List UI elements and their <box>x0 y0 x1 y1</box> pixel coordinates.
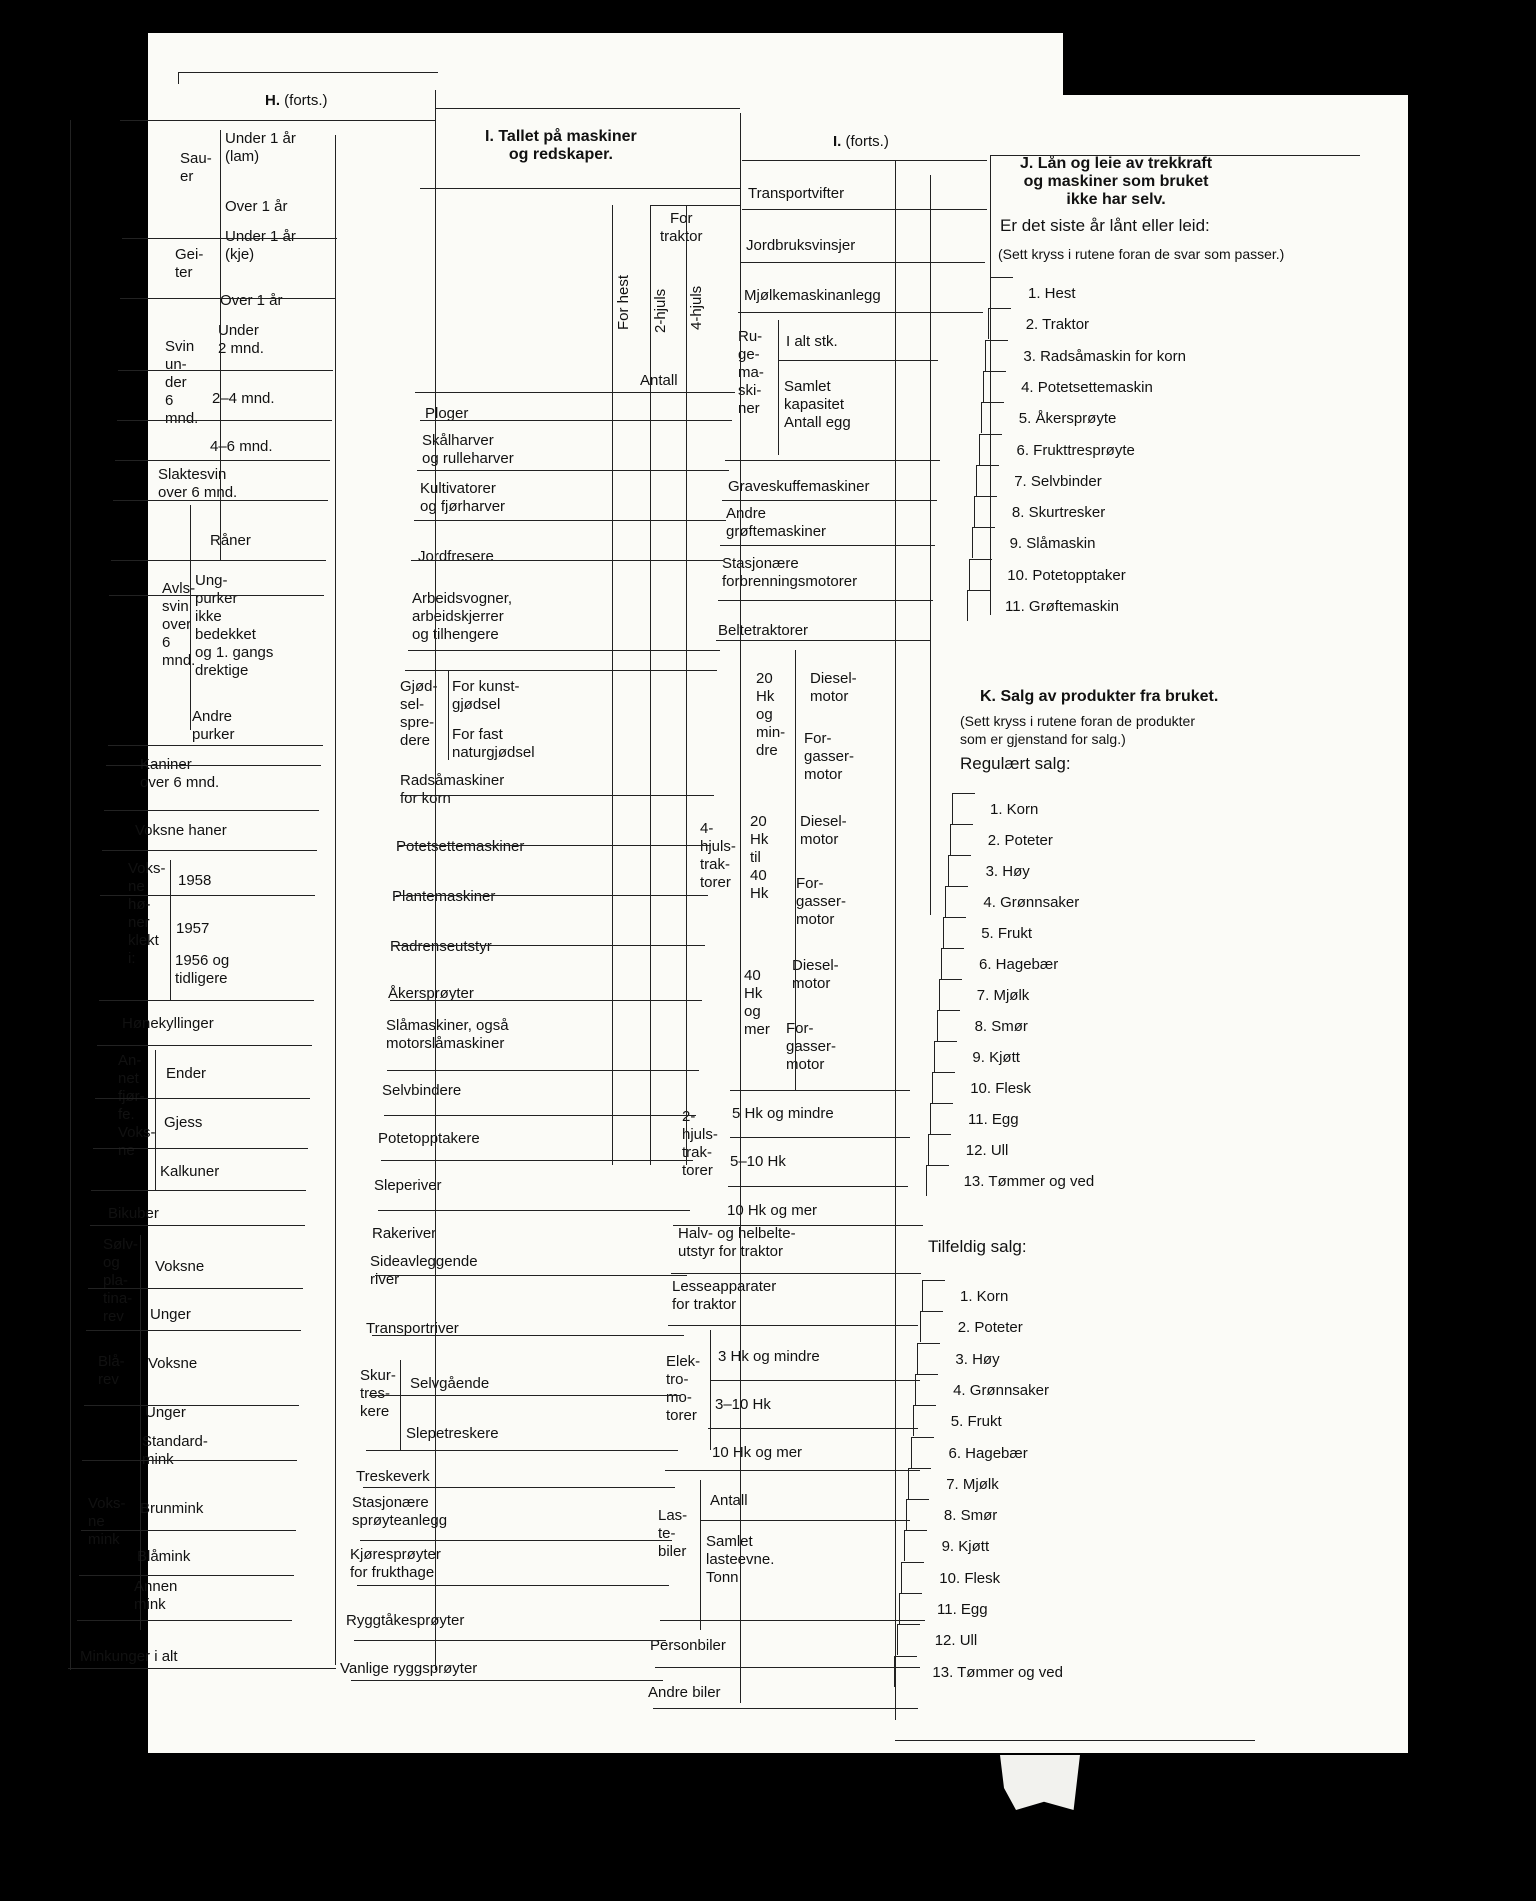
i2-elektro: Elek- tro- mo- torer <box>666 1353 701 1424</box>
k-note: (Sett kryss i rutene foran de produkter som er gjenstand for salg.) <box>960 713 1195 747</box>
h-blamink: Blåmink <box>137 1548 191 1565</box>
rule <box>335 135 336 1665</box>
i2-mjolkemaskin: Mjølkemaskinanlegg <box>744 287 881 304</box>
rule <box>990 155 1360 156</box>
j-checkbox[interactable] <box>981 402 1004 433</box>
k-random-checkbox[interactable] <box>922 1280 945 1311</box>
i2-antall: Antall <box>710 1492 748 1509</box>
rule <box>140 1235 141 1630</box>
i-title: I. Tallet på maskiner og redskaper. <box>485 128 637 163</box>
k-regular-item: 13. Tømmer og ved <box>963 1173 1095 1190</box>
rule <box>109 595 324 596</box>
rule <box>170 860 171 1000</box>
k-random-item: 5. Frukt <box>950 1413 1002 1431</box>
k-regular-item: 2. Poteter <box>987 832 1053 849</box>
rule <box>895 1740 1255 1741</box>
rule <box>68 1668 336 1669</box>
k-regular-checkbox[interactable] <box>934 1041 957 1072</box>
h-solvrev: Sølv- og pla- tina- rev <box>103 1236 138 1325</box>
h-title: H. (forts.) <box>265 92 328 109</box>
rule <box>742 160 987 161</box>
i2-diesel-b: Diesel- motor <box>800 813 847 848</box>
rule <box>740 262 985 263</box>
k-random-item: 4. Grønnsaker <box>953 1381 1049 1399</box>
h-svin: Svin un- der 6 mnd. <box>165 338 199 427</box>
rule <box>115 460 330 461</box>
i-row-label: Ploger <box>425 405 469 422</box>
i2-2hjuls: 2- hjuls- trak- torer <box>682 1108 718 1179</box>
h-svin-b: 2–4 mnd. <box>212 390 275 407</box>
j-title: J. Lån og leie av trekkraft og maskiner som bruket ikke har selv. <box>1020 155 1213 208</box>
h-sau: Sau- er <box>180 150 212 185</box>
k-random: Tilfeldig salg: <box>928 1237 1027 1256</box>
i-row-label: Selvbindere <box>382 1082 462 1099</box>
k-regular-item: 1. Korn <box>990 801 1039 818</box>
rule <box>70 120 71 1670</box>
rule <box>710 1330 711 1450</box>
i-4-hjuls: 4-hjuls <box>688 285 705 330</box>
h-annet-fjorfe: An- net fjør- fe. Voks- ne <box>118 1052 156 1159</box>
rule <box>708 1428 918 1429</box>
i2-hk3-10: 3–10 Hk <box>715 1396 771 1413</box>
i2-lesse: Lesseapparater for traktor <box>672 1278 777 1313</box>
rule <box>420 420 732 421</box>
rule <box>396 895 708 896</box>
rule <box>435 90 436 1670</box>
rule <box>220 130 221 560</box>
k-regular-checkbox[interactable] <box>948 855 971 886</box>
k-regular-item: 4. Grønnsaker <box>983 894 1080 911</box>
rule <box>725 460 940 461</box>
k-random-checkbox[interactable] <box>894 1656 917 1687</box>
k-regular-checkbox[interactable] <box>950 824 973 855</box>
k-random-item: 12. Ull <box>934 1632 978 1650</box>
h-geit: Gei- ter <box>175 246 204 281</box>
k-regular-checkbox[interactable] <box>930 1103 953 1134</box>
j-item: 11. Grøftemaskin <box>1005 598 1119 615</box>
k-regular: Regulært salg: <box>960 754 1071 773</box>
i-row-label: Radrenseutstyr <box>390 938 492 955</box>
i-row-label: Vanlige ryggsprøyter <box>340 1660 478 1677</box>
rule <box>728 1186 908 1187</box>
rule <box>81 1530 296 1531</box>
rule <box>357 1585 669 1586</box>
h-ender: Ender <box>166 1065 207 1082</box>
rule <box>190 505 191 730</box>
rule <box>369 1395 681 1396</box>
j-item: 1. Hest <box>1028 285 1076 302</box>
rule <box>360 1540 672 1541</box>
rule <box>650 205 740 206</box>
i-for-hest: For hest <box>615 274 632 330</box>
i2-gasser-a: For- gasser- motor <box>804 730 855 783</box>
i2-lastebiler: Las- te- biler <box>658 1507 688 1560</box>
j-item: 3. Radsåmaskin for korn <box>1023 347 1186 365</box>
rule <box>155 1050 156 1190</box>
i2-personbiler: Personbiler <box>650 1637 726 1654</box>
rule <box>354 1640 666 1641</box>
i2-diesel-a: Diesel- motor <box>810 670 857 705</box>
rule <box>77 1620 292 1621</box>
i2-i-alt: I alt stk. <box>786 333 838 350</box>
h-solv-unger: Unger <box>150 1306 191 1323</box>
k-regular-checkbox[interactable] <box>937 1010 960 1041</box>
rule <box>90 1225 305 1226</box>
rule <box>673 1225 923 1226</box>
rule <box>722 500 937 501</box>
k-random-item: 8. Smør <box>943 1507 998 1525</box>
k-random-item: 6. Hagebær <box>948 1444 1028 1462</box>
h-bikuber: Bikuber <box>108 1205 159 1222</box>
i2-hk10b: 10 Hk og mer <box>712 1444 803 1461</box>
k-random-checkbox[interactable] <box>911 1437 934 1468</box>
i-skurtreskere: Skur- tres- kere <box>360 1367 396 1420</box>
paper-tab <box>1000 1755 1080 1810</box>
h-hoener: Voks- ne hø- ner klekt i: <box>128 860 166 967</box>
rule <box>384 1115 696 1116</box>
k-random-item: 13. Tømmer og ved <box>932 1663 1063 1681</box>
k-regular-checkbox[interactable] <box>952 793 975 824</box>
rule <box>86 1330 301 1331</box>
rule <box>120 120 435 121</box>
k-regular-item: 3. Høy <box>985 863 1030 880</box>
i-row-label: Jordfresere <box>418 548 494 565</box>
i2-rugemaskiner: Ru- ge- ma- ski- ner <box>738 328 764 417</box>
rule <box>660 1620 925 1621</box>
rule <box>381 1160 693 1161</box>
k-regular-checkbox[interactable] <box>928 1134 951 1165</box>
i-row-label: Rakeriver <box>372 1225 437 1242</box>
i-slepetreskere: Slepetreskere <box>406 1425 499 1442</box>
rule <box>710 1380 920 1381</box>
rule <box>612 205 613 1165</box>
rule <box>120 298 335 299</box>
i-row-label: Treskeverk <box>356 1468 430 1485</box>
k-random-item: 7. Mjølk <box>946 1475 999 1493</box>
rule <box>795 650 796 1090</box>
i2-hk5-10: 5–10 Hk <box>730 1153 786 1170</box>
k-random-checkbox[interactable] <box>915 1374 938 1405</box>
rule <box>738 312 983 313</box>
h-kalkuner: Kalkuner <box>160 1163 220 1180</box>
i-row-label: Stasjonære sprøyteanlegg <box>352 1494 448 1529</box>
h-bla-voksne: Voksne <box>148 1355 198 1372</box>
i2-hk20-40: 20 Hk til 40 Hk <box>750 813 769 902</box>
rule <box>700 1480 701 1630</box>
i2-transportvifter: Transportvifter <box>748 185 845 202</box>
rule <box>778 360 938 361</box>
rule <box>420 188 740 189</box>
rule <box>93 1148 308 1149</box>
i-row-label: Radsåmaskiner for korn <box>400 772 505 807</box>
i-gjodsel: Gjød- sel- spre- dere <box>400 678 438 749</box>
i2-gasser-c: For- gasser- motor <box>786 1020 837 1073</box>
j-checkbox[interactable] <box>976 465 999 496</box>
i-row-label: Slåmaskiner, også motorslåmaskiner <box>386 1017 509 1052</box>
k-random-checkbox[interactable] <box>897 1624 920 1655</box>
rule <box>351 1680 663 1681</box>
j-note: (Sett kryss i rutene foran de svar som passer.) <box>998 246 1285 262</box>
i-row-label: Ryggtåkesprøyter <box>346 1612 465 1629</box>
j-checkbox[interactable] <box>967 590 990 621</box>
rule <box>990 155 991 615</box>
h-1956: 1956 og tidligere <box>175 952 230 987</box>
j-checkbox[interactable] <box>972 527 995 558</box>
h-blarev: Blå- rev <box>98 1353 125 1388</box>
h-1958: 1958 <box>178 872 212 889</box>
h-sau-under: Under 1 år (lam) <box>225 130 296 165</box>
h-ungpurker: Ung- purker ikke bedekket og 1. gangs drektige <box>195 572 274 679</box>
rule <box>400 1360 401 1450</box>
rule <box>435 108 740 109</box>
h-slaktesvin: Slaktesvin over 6 mnd. <box>158 466 238 501</box>
k-regular-checkbox[interactable] <box>943 917 966 948</box>
i-2-hjuls: 2-hjuls <box>652 288 669 333</box>
k-random-item: 11. Egg <box>937 1601 988 1618</box>
rule <box>716 640 931 641</box>
i-antall: Antall <box>640 372 678 389</box>
j-checkbox[interactable] <box>985 340 1008 371</box>
rule <box>405 670 717 671</box>
k-random-item: 3. Høy <box>955 1350 1000 1368</box>
rule <box>720 545 935 546</box>
k-regular-item: 10. Flesk <box>970 1080 1032 1097</box>
k-regular-checkbox[interactable] <box>941 948 964 979</box>
j-item: 8. Skurtresker <box>1011 504 1106 522</box>
i2-hk5: 5 Hk og mindre <box>732 1105 834 1122</box>
rule <box>99 1000 314 1001</box>
rule <box>104 810 319 811</box>
i2-diesel-c: Diesel- motor <box>792 957 839 992</box>
i-row-label: Potetopptakere <box>378 1130 480 1147</box>
i2-stasjonaere: Stasjonære forbrenningsmotorer <box>722 555 858 590</box>
i-row-label: Kultivatorer og fjørharver <box>420 480 506 515</box>
rule <box>118 370 333 371</box>
k-random-checkbox[interactable] <box>908 1468 931 1499</box>
rule <box>79 1575 294 1576</box>
i2-hk10: 10 Hk og mer <box>727 1202 818 1219</box>
rule <box>399 845 711 846</box>
i2-halvbelte: Halv- og helbelte- utstyr for traktor <box>678 1225 796 1260</box>
i2-jordbruksvinsjer: Jordbruksvinsjer <box>746 237 856 254</box>
k-regular-item: 7. Mjølk <box>976 987 1030 1004</box>
rule <box>700 1520 910 1521</box>
i-row-label: Åkersprøyter <box>388 985 474 1002</box>
i-for-traktor: For traktor <box>660 210 703 245</box>
k-regular-checkbox[interactable] <box>939 979 962 1010</box>
i-row-label: Sideavleggende river <box>370 1253 478 1288</box>
j-checkbox[interactable] <box>983 371 1006 402</box>
i-gjodsel-kunst: For kunst- gjødsel <box>452 678 520 713</box>
rule <box>415 392 735 393</box>
j-item: 4. Potetsettemaskin <box>1021 378 1153 396</box>
rule <box>387 1070 699 1071</box>
rule <box>718 600 933 601</box>
i-selvgaaende: Selvgående <box>410 1375 490 1392</box>
k-random-item: 1. Korn <box>960 1288 1009 1305</box>
k-regular-item: 6. Hagebær <box>979 956 1059 973</box>
j-item: 5. Åkersprøyte <box>1018 410 1117 428</box>
j-checkbox[interactable] <box>974 496 997 527</box>
rule <box>111 560 326 561</box>
rule <box>408 650 720 651</box>
rule <box>730 1137 910 1138</box>
k-random-item: 9. Kjøtt <box>941 1538 990 1556</box>
rule <box>372 1335 684 1336</box>
j-item: 9. Slåmaskin <box>1009 535 1096 553</box>
h-brunmink: Brunmink <box>140 1500 204 1517</box>
rule <box>122 238 337 239</box>
rule <box>178 72 179 84</box>
h-gjess: Gjess <box>164 1114 203 1131</box>
rule <box>650 205 651 1165</box>
rule <box>375 1275 687 1276</box>
i2-andre-groft: Andre grøftemaskiner <box>726 505 827 540</box>
rule <box>740 1075 741 1225</box>
k-random-item: 10. Flesk <box>939 1569 1001 1587</box>
rule <box>411 560 723 561</box>
rule <box>668 1325 918 1326</box>
h-geit-under: Under 1 år (kje) <box>225 228 296 263</box>
h-avlssvin: Avls- svin over 6 mnd. <box>162 580 196 669</box>
h-annen-mink: Annen mink <box>134 1578 178 1613</box>
h-solv-voksne: Voksne <box>155 1258 205 1275</box>
h-voksne-mink: Voks- ne mink <box>88 1495 126 1548</box>
h-honekyllinger: Hønekyllinger <box>122 1015 214 1032</box>
rule <box>91 1190 306 1191</box>
i2-title: I. (forts.) <box>833 133 889 150</box>
i2-hk40: 40 Hk og mer <box>744 967 770 1038</box>
i2-4hjuls: 4- hjuls- trak- torer <box>700 820 736 891</box>
rule <box>742 209 987 210</box>
rule <box>390 1000 702 1001</box>
rule <box>84 1405 299 1406</box>
rule <box>414 520 726 521</box>
i-row-label: Kjøresprøyter for frukthage <box>350 1546 441 1581</box>
k-regular-item: 11. Egg <box>968 1111 1019 1128</box>
k-title: K. Salg av produkter fra bruket. <box>980 688 1219 705</box>
k-random-checkbox[interactable] <box>920 1311 943 1342</box>
rule <box>108 745 323 746</box>
rule <box>671 1273 921 1274</box>
i2-andre-biler: Andre biler <box>648 1684 721 1701</box>
rule <box>448 670 449 760</box>
k-random-checkbox[interactable] <box>901 1562 924 1593</box>
k-regular-item: 5. Frukt <box>981 925 1033 942</box>
rule <box>95 1098 310 1099</box>
rule <box>378 1210 690 1211</box>
rule <box>178 72 438 73</box>
h-sau-over: Over 1 år <box>225 198 288 215</box>
i-row-label: Potetsettemaskiner <box>396 838 525 855</box>
i-row-label: Plantemaskiner <box>392 888 496 905</box>
h-geit-over: Over 1 år <box>220 292 283 309</box>
j-item: 2. Traktor <box>1025 316 1090 334</box>
rule <box>730 1090 910 1091</box>
j-question: Er det siste år lånt eller leid: <box>1000 216 1210 235</box>
k-regular-checkbox[interactable] <box>945 886 968 917</box>
rule <box>100 895 315 896</box>
j-checkbox[interactable] <box>990 277 1013 308</box>
k-regular-item: 12. Ull <box>965 1142 1009 1159</box>
rule <box>366 1450 678 1451</box>
rule <box>778 320 779 455</box>
rule <box>653 1708 918 1709</box>
h-voksne-haner: Voksne haner <box>135 822 227 839</box>
i2-gasser-b: For- gasser- motor <box>796 875 847 928</box>
rule <box>393 945 705 946</box>
i-row-label: Arbeidsvogner, arbeidskjerrer og tilhengere <box>412 590 513 643</box>
rule <box>686 205 687 1165</box>
h-minkunger: Minkunger i alt <box>80 1648 178 1665</box>
rule <box>106 765 321 766</box>
i2-samlet-kap: Samlet kapasitet Antall egg <box>784 378 851 431</box>
i2-samlet-last: Samlet lasteevne. Tonn <box>706 1533 775 1586</box>
i-row-label: Skålharver og rulleharver <box>422 432 514 467</box>
h-kaniner: Kaniner over 6 mnd. <box>140 756 220 791</box>
i-row-label: Transportriver <box>366 1320 459 1337</box>
k-regular-item: 8. Smør <box>974 1018 1028 1035</box>
k-random-checkbox[interactable] <box>913 1405 936 1436</box>
j-checkbox[interactable] <box>988 308 1011 339</box>
k-random-checkbox[interactable] <box>904 1530 927 1561</box>
rule <box>417 470 729 471</box>
k-random-checkbox[interactable] <box>917 1343 940 1374</box>
h-standardmink: Standard- mink <box>142 1433 208 1468</box>
rule <box>665 1470 920 1471</box>
rule <box>655 1667 920 1668</box>
rule <box>895 160 896 1720</box>
h-svin-c: 4–6 mnd. <box>210 438 273 455</box>
rule <box>402 795 714 796</box>
rule <box>82 1460 297 1461</box>
k-regular-checkbox[interactable] <box>932 1072 955 1103</box>
h-andre-purker: Andre purker <box>192 708 235 743</box>
k-random-checkbox[interactable] <box>906 1499 929 1530</box>
i2-hk20: 20 Hk og min- dre <box>756 670 786 759</box>
h-bla-unger: Unger <box>145 1404 186 1421</box>
rule <box>88 1288 303 1289</box>
rule <box>363 1487 675 1488</box>
i-gjodsel-fast: For fast naturgjødsel <box>452 726 535 761</box>
j-item: 7. Selvbinder <box>1014 472 1102 490</box>
rule <box>102 850 317 851</box>
i2-belte: Beltetraktorer <box>718 622 809 639</box>
k-random-item: 2. Poteter <box>957 1319 1023 1337</box>
rule <box>117 420 332 421</box>
h-svin-a: Under 2 mnd. <box>218 322 264 357</box>
k-regular-checkbox[interactable] <box>926 1165 949 1196</box>
rule <box>740 650 741 1090</box>
j-item: 10. Potetopptaker <box>1007 566 1126 584</box>
j-checkbox[interactable] <box>969 559 992 590</box>
j-item: 6. Frukttresprøyte <box>1016 441 1135 459</box>
i-row-label: Sleperiver <box>374 1177 442 1194</box>
i2-graveskuffe: Graveskuffemaskiner <box>728 478 870 495</box>
rule <box>97 1045 312 1046</box>
h-raner: Råner <box>210 532 251 549</box>
i2-hk3: 3 Hk og mindre <box>718 1348 820 1365</box>
k-regular-item: 9. Kjøtt <box>972 1049 1020 1066</box>
h-1957: 1957 <box>176 920 210 937</box>
